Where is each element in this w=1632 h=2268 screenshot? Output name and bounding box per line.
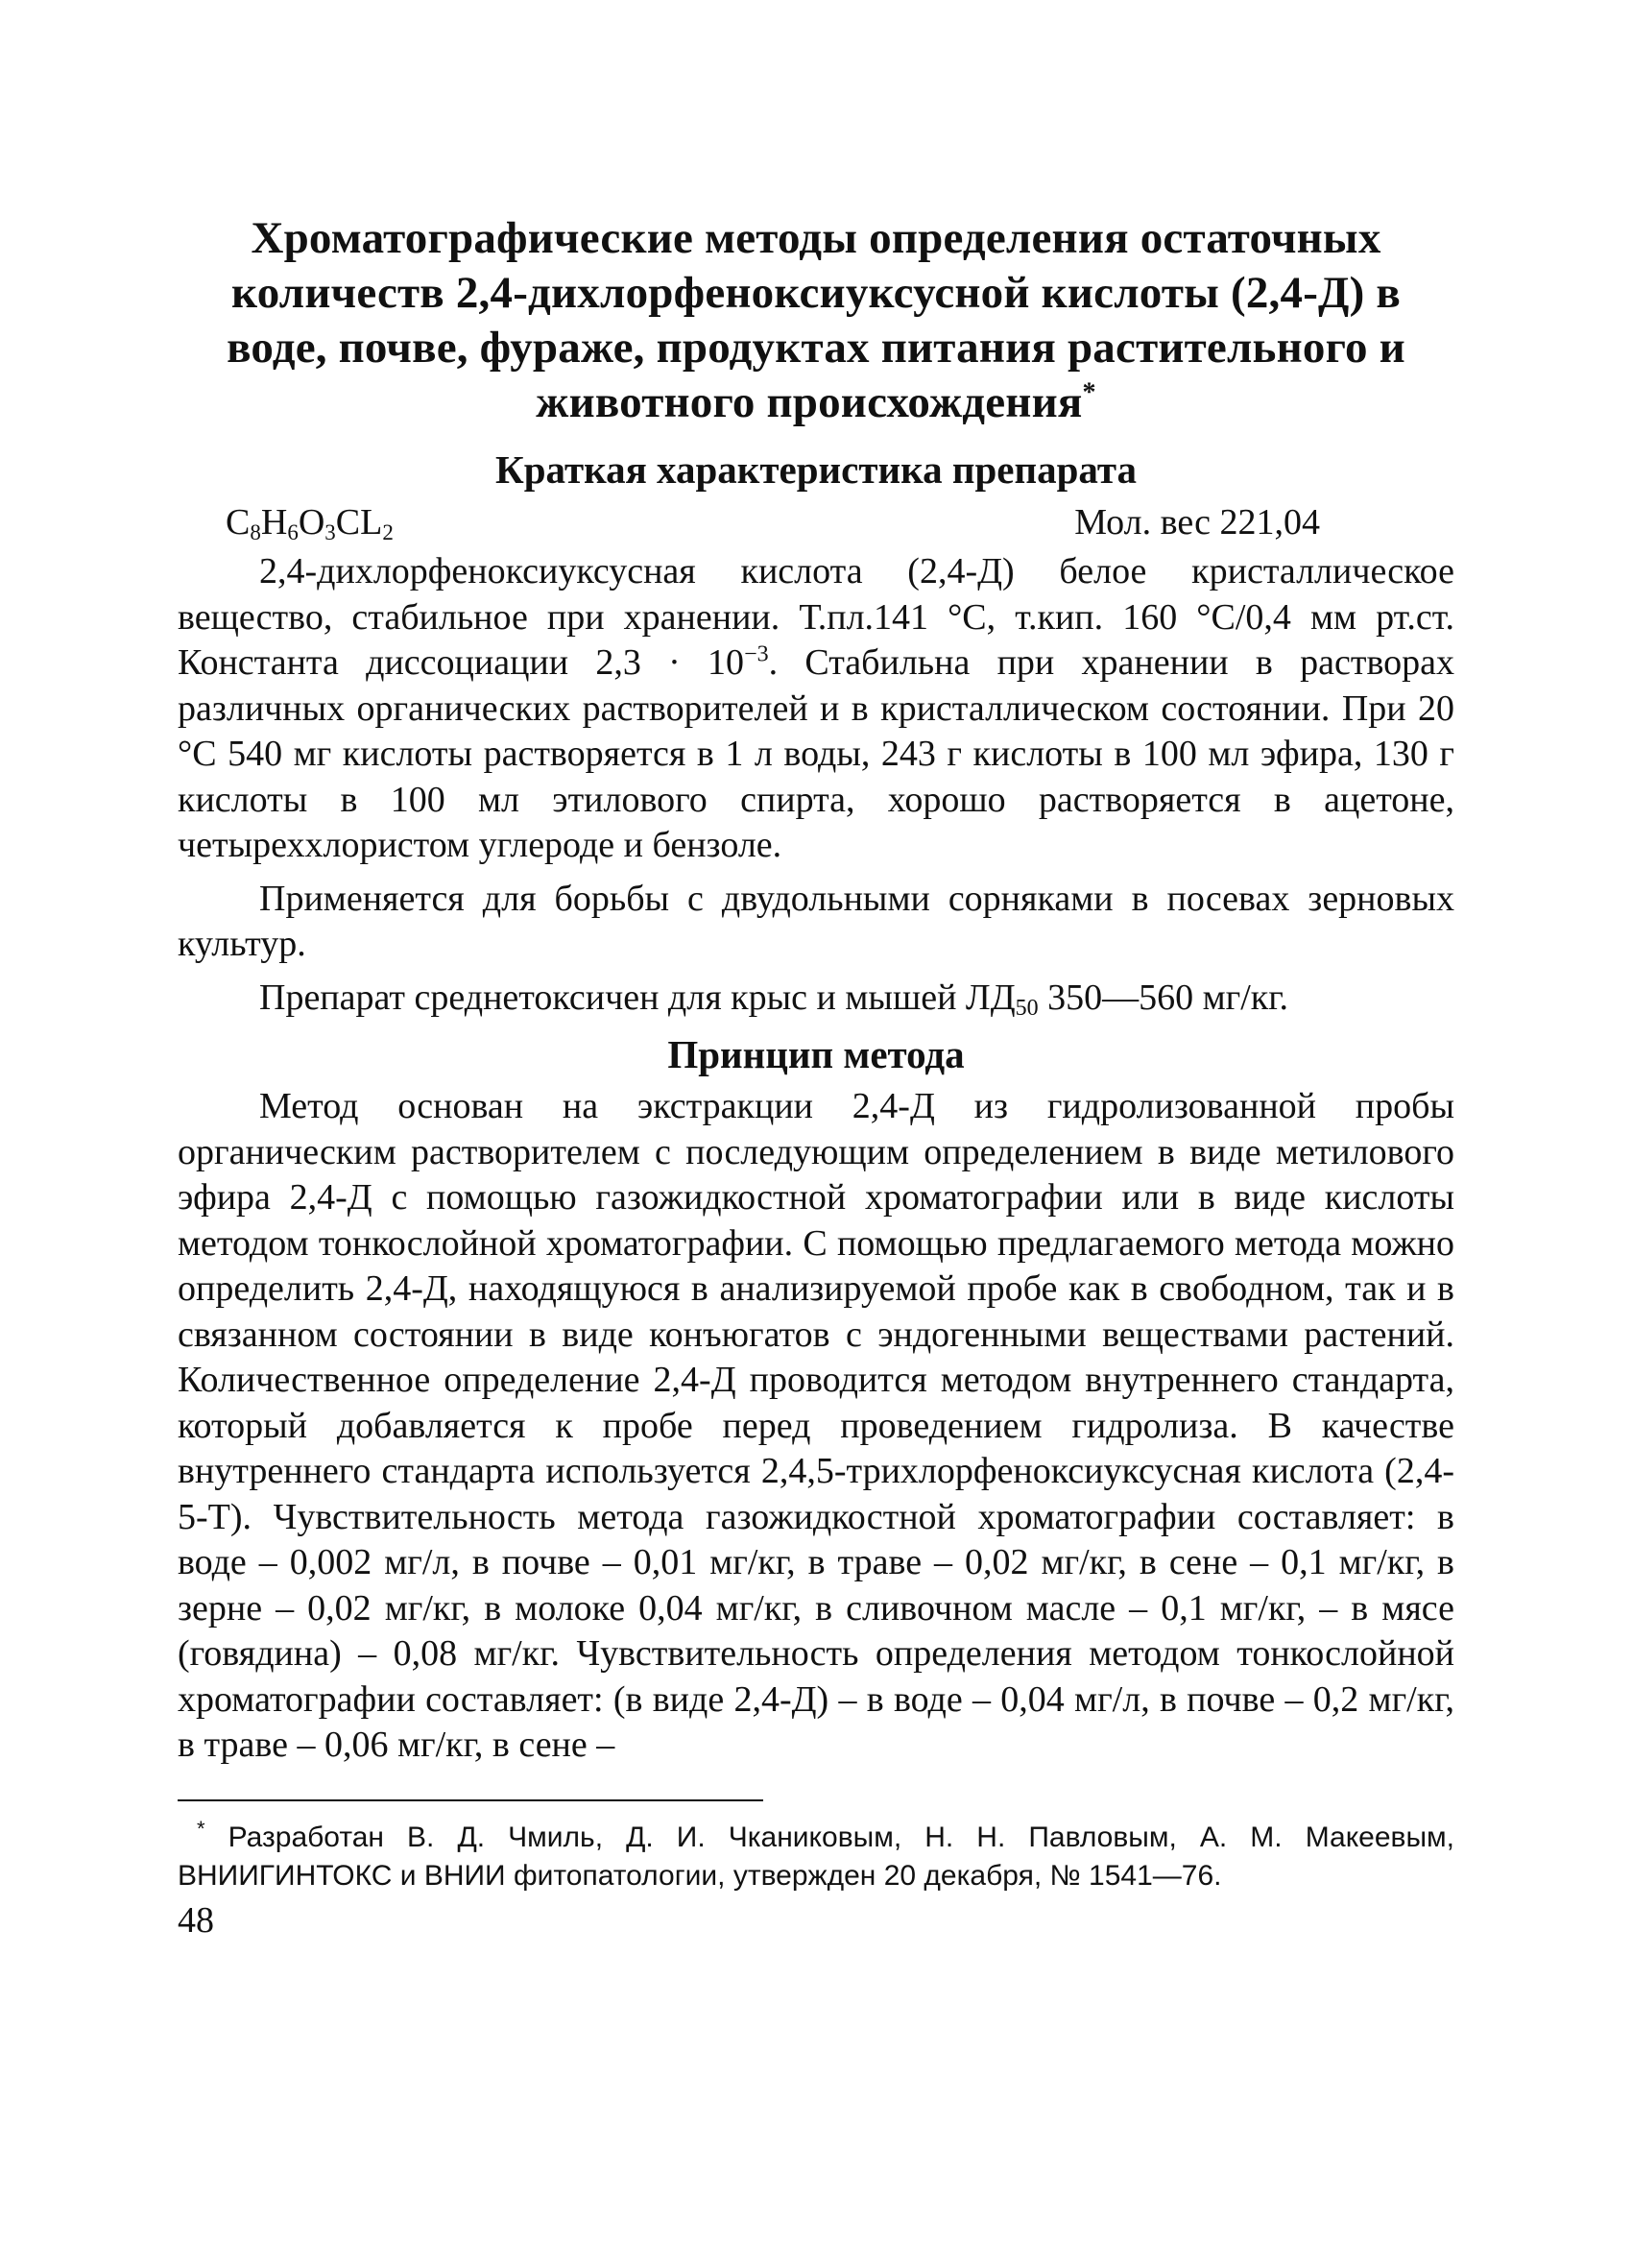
molecular-weight: Мол. вес 221,04 bbox=[1074, 502, 1320, 543]
footnote-marker: * bbox=[197, 1816, 205, 1841]
toxicity-text-start: Препарат среднетоксичен для крыс и мышей ЛД bbox=[259, 977, 1016, 1018]
description-text-start: 2,4-дихлорфеноксиуксусная кислота (2,4-Д) белое кристаллическое вещество, стабильное при хранении. Т.пл.141 °С, т.кип. 160 °С/0,4 мм рт.ст. Константа диссоциации 2,3 · 10 bbox=[178, 551, 1454, 683]
formula-element-o: O bbox=[298, 502, 325, 543]
formula-count-c: 8 bbox=[250, 520, 261, 544]
characteristics-heading: Краткая характеристика препарата bbox=[494, 447, 1138, 492]
toxicity-paragraph bbox=[178, 976, 1454, 1022]
title-footnote-marker: * bbox=[1082, 377, 1096, 408]
page-number: 48 bbox=[178, 1899, 214, 1941]
formula-element-c: C bbox=[226, 502, 251, 543]
title-text: Хроматографические методы определения остаточных количеств 2,4-дихлорфеноксиуксусной кислоты (2,4-Д) в воде, почве, фураже, продуктах питания растительного и животного происхождения bbox=[227, 213, 1405, 427]
formula-count-cl: 2 bbox=[382, 520, 394, 544]
description-paragraph bbox=[178, 549, 1454, 869]
dissociation-exponent: −3 bbox=[744, 641, 769, 667]
principle-paragraph: Метод основан на экстракции 2,4-Д из гидролизованной пробы органическим растворителем с последующим определением в виде метилового эфира 2,4-Д с помощью газожидкостной хроматографии или в виде кислоты методом тонкослойной хроматографии. С помощью предлагаемого метода можно определить 2,4-Д, находящуюся в анализируемой пробе как в свободном, так и в связанном состоянии в виде конъюгатов с эндогенными веществами растений. Количественное определение 2,4-Д проводится методом внутреннего стандарта, который добавляется к пробе перед проведением гидролиза. В качестве внутреннего стандарта используется 2,4,5-трихлорфеноксиуксусная кислота (2,4-5-Т). Чувствительность метода газожидкостной хроматографии составляет: в воде – 0,002 мг/л, в почве – 0,01 мг/кг, в траве – 0,02 мг/кг, в сене – 0,1 мг/кг, в зерне – 0,02 мг/кг, в молоке 0,04 мг/кг, в сливочном масле – 0,1 мг/кг, – в мясе (говядина) – 0,08 мг/кг. Чувствительность определения методом тонкослойной хроматографии составляет: (в виде 2,4-Д) – в воде – 0,04 мг/л, в почве – 0,2 мг/кг, в траве – 0,06 мг/кг, в сене – bbox=[178, 1086, 1454, 1765]
formula-row bbox=[178, 499, 1454, 545]
formula-count-o: 3 bbox=[324, 520, 336, 544]
principle-heading: Принцип метода bbox=[667, 1032, 965, 1076]
formula-count-h: 6 bbox=[287, 520, 299, 544]
document-title bbox=[178, 211, 1454, 430]
toxicity-text-end: 350—560 мг/кг. bbox=[1038, 977, 1289, 1018]
footnote-text: Разработан В. Д. Чмиль, Д. И. Чканиковым, Н. Н. Павловым, А. М. Макеевым, ВНИИГИНТОКС и ВНИИ фитопатологии, утвержден 20 декабря, № 1541—76. bbox=[178, 1821, 1454, 1892]
formula-element-cl: CL bbox=[335, 502, 383, 543]
usage-paragraph: Применяется для борьбы с двудольными сорняками в посевах зерновых культур. bbox=[178, 878, 1454, 964]
chemical-formula bbox=[226, 499, 394, 545]
document-page bbox=[178, 211, 1454, 1942]
footnote bbox=[178, 1816, 1454, 1895]
formula-element-h: H bbox=[260, 502, 288, 543]
ld-subscript: 50 bbox=[1015, 995, 1039, 1021]
footnote-divider bbox=[178, 1799, 763, 1801]
description-text-end: . Стабильна при хранении в растворах различных органических растворителей и в кристаллическом состоянии. При 20 °С 540 мг кислоты растворяется в 1 л воды, 243 г кислоты в 100 мл эфира, 130 г кислоты в 100 мл этилового спирта, хорошо растворяется в ацетоне, четыреххлористом углероде и бензоле. bbox=[178, 642, 1454, 865]
